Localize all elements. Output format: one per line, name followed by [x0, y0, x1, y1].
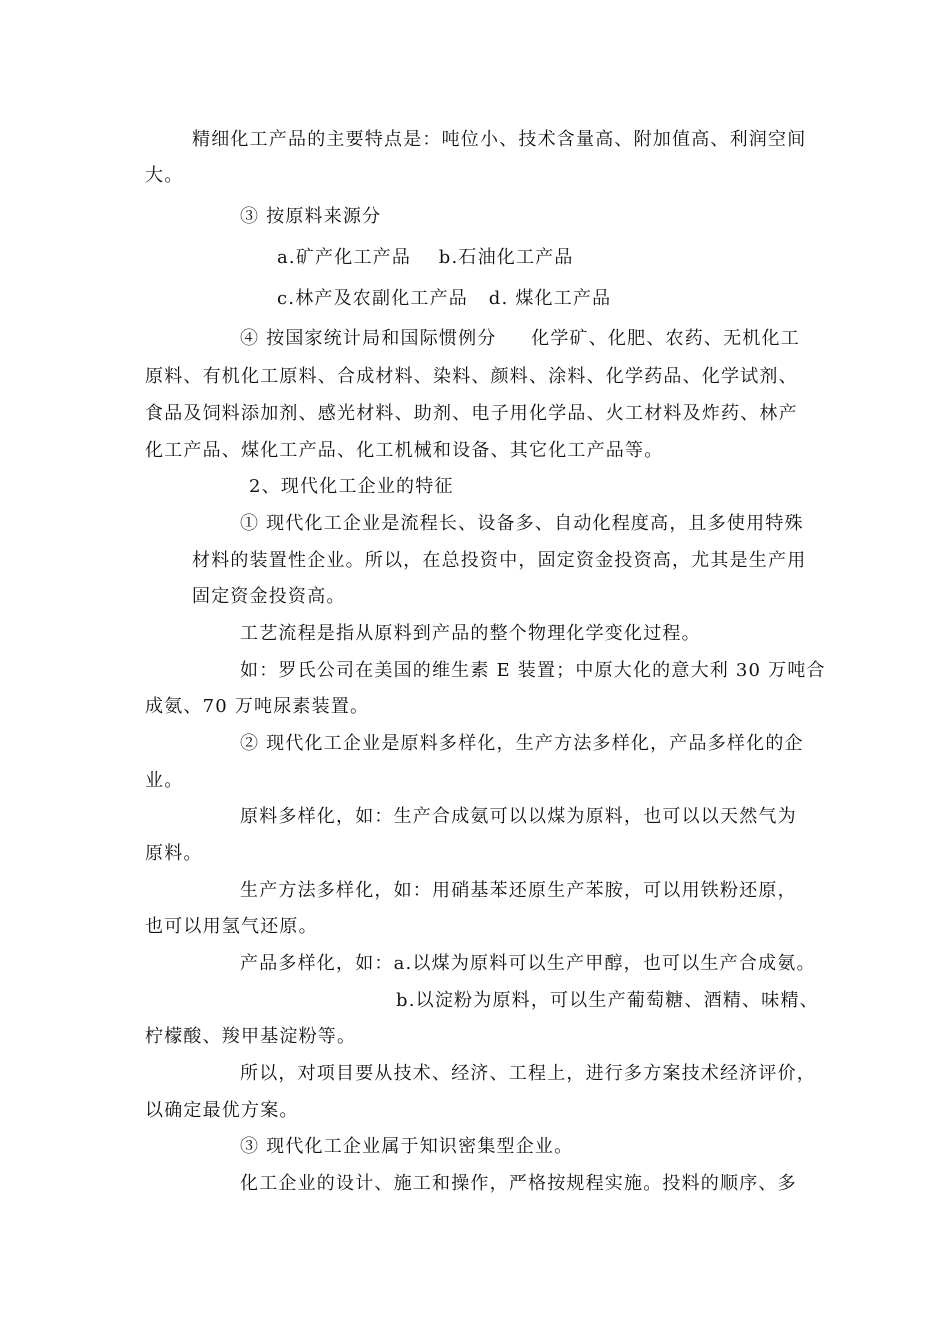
paragraph-line: 原料。 [145, 843, 203, 864]
list-item: c.林产及农副化工产品 d. 煤化工产品 [277, 288, 612, 309]
paragraph-line: 原料多样化，如：生产合成氨可以以煤为原料，也可以以天然气为 [240, 806, 797, 827]
section-heading: 2、现代化工企业的特征 [249, 476, 454, 497]
paragraph-line: 柠檬酸、羧甲基淀粉等。 [145, 1026, 357, 1047]
paragraph-line: 大。 [145, 165, 184, 186]
paragraph-line: 成氨、70 万吨尿素装置。 [145, 696, 370, 717]
paragraph-line: 材料的装置性企业。所以，在总投资中，固定资金投资高，尤其是生产用 [192, 550, 807, 571]
list-heading: ③ 按原料来源分 [240, 206, 382, 227]
paragraph-line: 食品及饲料添加剂、感光材料、助剂、电子用化学品、火工材料及炸药、林产 [145, 403, 798, 424]
paragraph-line: ① 现代化工企业是流程长、设备多、自动化程度高，且多使用特殊 [240, 513, 804, 534]
paragraph-line: ③ 现代化工企业属于知识密集型企业。 [240, 1136, 574, 1157]
paragraph-line: 原料、有机化工原料、合成材料、染料、颜料、涂料、化学药品、化学试剂、 [145, 366, 798, 387]
paragraph-line: 生产方法多样化，如：用硝基苯还原生产苯胺，可以用铁粉还原， [240, 880, 797, 901]
list-heading: ④ 按国家统计局和国际惯例分 化学矿、化肥、农药、无机化工 [240, 328, 800, 349]
paragraph-line: 精细化工产品的主要特点是：吨位小、技术含量高、附加值高、利润空间 [192, 129, 807, 150]
paragraph-line: 业。 [145, 770, 184, 791]
paragraph-line: 以确定最优方案。 [145, 1100, 299, 1121]
paragraph-line: 化工企业的设计、施工和操作，严格按规程实施。投料的顺序、多 [240, 1173, 797, 1194]
paragraph-line: 化工产品、煤化工产品、化工机械和设备、其它化工产品等。 [145, 440, 664, 461]
paragraph-line: 固定资金投资高。 [192, 586, 346, 607]
paragraph-line: 产品多样化，如：a.以煤为原料可以生产甲醇，也可以生产合成氨。 [240, 953, 816, 974]
paragraph-line: ② 现代化工企业是原料多样化，生产方法多样化，产品多样化的企 [240, 733, 804, 754]
paragraph-line: b.以淀粉为原料，可以生产葡萄糖、酒精、味精、 [396, 990, 819, 1011]
paragraph-line: 也可以用氢气还原。 [145, 916, 318, 937]
paragraph-line: 工艺流程是指从原料到产品的整个物理化学变化过程。 [240, 623, 701, 644]
paragraph-line: 如：罗氏公司在美国的维生素 E 装置；中原大化的意大利 30 万吨合 [240, 660, 826, 681]
list-item: a.矿产化工产品 b.石油化工产品 [277, 247, 574, 268]
paragraph-line: 所以，对项目要从技术、经济、工程上，进行多方案技术经济评价， [240, 1063, 816, 1084]
